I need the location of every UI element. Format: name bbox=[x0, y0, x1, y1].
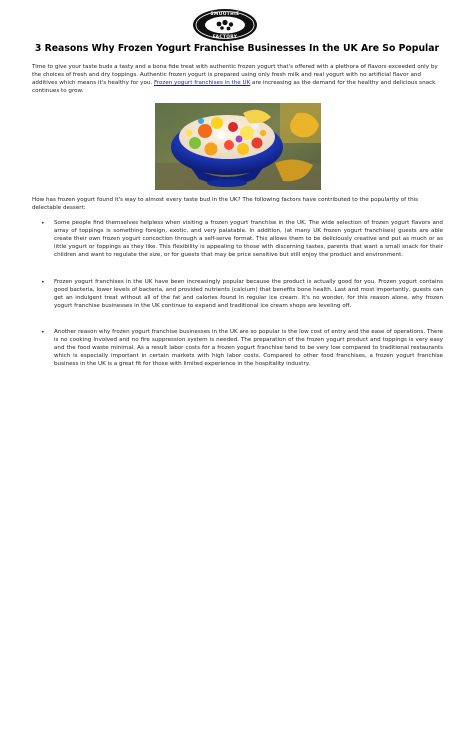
intro-text-after-link: are increasing as the demand for the healthy and delicious snack continues to grow. bbox=[32, 80, 436, 95]
frozen-yogurt-photo bbox=[155, 103, 321, 190]
intro-paragraph bbox=[32, 63, 443, 95]
logo-text-top: SMOOTHIE bbox=[210, 12, 240, 18]
frozen-yogurt-franchises-link[interactable]: Frozen yogurt franchises in the UK bbox=[153, 80, 251, 87]
bullet-icon: • bbox=[41, 220, 45, 227]
list-item-text: Frozen yogurt franchises in the UK have been increasingly popular because the product is actually good for you. Frozen yogurt contains good bacteria, lower levels of bacteria, and provided nutrients (calcium) that benefits bone health. Last and most importantly, guests can get an indulgent treat without all of the fat and calories found in regular ice cream. It's no wonder, for this reason alone, why frozen yogurt franchise businesses in the UK continue to expand and traditional ice cream shops are leveling off. bbox=[54, 279, 443, 310]
page-title: 3 Reasons Why Frozen Yogurt Franchise Businesses In the UK Are So Popular bbox=[34, 43, 440, 54]
smoothie-factory-logo bbox=[192, 8, 258, 42]
lead-paragraph: How has frozen yogurt found it's way to almost every taste bud in the UK? The following factors have contributed to the popularity of this delectable dessert: bbox=[32, 197, 419, 212]
bullet-icon: • bbox=[41, 329, 45, 336]
intro-text-before-link: Time to give your taste buds a tasty and a bona fide treat with authentic frozen yogurt that's offered with a plethora of flavors exceeded only by the choices of fresh and dry toppings. Authentic frozen yogurt is prepared using only fresh milk and real yogurt with no artificial flavor and additives which means it's healthy for you. bbox=[32, 64, 438, 87]
bullet-icon: • bbox=[41, 279, 45, 286]
list-item-text: Another reason why frozen yogurt franchise businesses in the UK are so popular is the low cost of entry and the ease of operations. There is no cooking involved and no fire suppression system is needed. The preparation of the frozen yogurt product and toppings is very easy and the food waste minimal. As a result labor costs for a frozen yogurt franchise tend to be very low compared to traditional restaurants which is especially important in certain markets with high labor costs. Compared to other food franchises, a frozen yogurt franchise business in the UK is a great fit for those with limited experience in the hospitality industry. bbox=[54, 329, 443, 368]
list-item-text: Some people find themselves helpless when visiting a frozen yogurt franchise in the UK. The wide selection of frozen yogurt flavors and array of toppings is something foreign, exotic, and very palatable. In addition, (at many UK frozen yogurt franchises) guests are able create their own frozen yogurt concoction through a self-serve format. This allows them to be deliciously creative and put as much or as little yogurt or toppings as they like. This flexibility is appealing to those with discerning tastes, parents that want a small snack for their children and want to regulate the size, or for guests that may be price sensitive but still enjoy the product and environment. bbox=[54, 220, 443, 259]
logo-text-bottom: FACTORY bbox=[212, 35, 238, 41]
